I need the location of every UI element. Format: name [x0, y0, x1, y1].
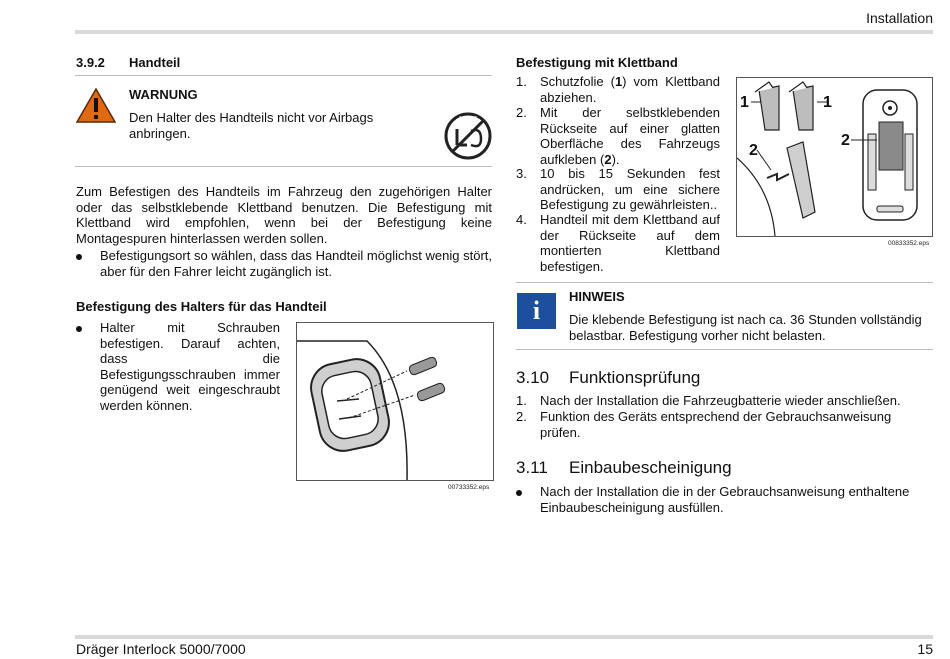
header-section: Installation	[866, 10, 933, 26]
step-text	[540, 105, 720, 167]
halter-figure	[296, 322, 494, 481]
step-text-part: Mit der selbstklebenden Rückseite auf einer glatten Oberfläche des Fahrzeugs aufkleben (	[540, 105, 720, 167]
step-number: 2.	[516, 409, 527, 424]
bullet-marker	[516, 490, 522, 496]
step-number: 3.	[516, 166, 527, 181]
step-text: Funktion des Geräts entsprechend der Gebrauchsanweisung prüfen.	[540, 409, 892, 440]
section-title-392: Handteil	[129, 55, 181, 70]
bullet-text: Befestigungsort so wählen, dass das Handteil möglichst wenig stört, aber für den Fahrer leicht zugänglich ist.	[100, 248, 492, 279]
klett-figure-caption: 00833352.eps	[888, 240, 930, 247]
footer-rule	[75, 635, 933, 639]
step-text: Handteil mit dem Klettband auf der Rückseite auf dem montierten Klettband befestigen.	[540, 212, 720, 274]
list-item	[516, 105, 720, 167]
callout-label-1a: 1	[740, 94, 749, 111]
step-text	[540, 74, 720, 105]
halter-bullet-text: Halter mit Schrauben befestigen. Darauf achten, dass die Befestigungsschrauben immer genügend weit eingeschraubt werden können.	[100, 320, 280, 413]
warning-divider	[75, 166, 492, 167]
callout-label-2b: 2	[841, 132, 850, 149]
halter-heading: Befestigung des Halters für das Handteil	[76, 299, 327, 314]
warning-title: WARNUNG	[129, 87, 198, 102]
bullet-text: Nach der Installation die in der Gebrauchsanweisung enthaltene Einbaubescheinigung ausfüllen.	[540, 484, 910, 515]
step-number: 4.	[516, 212, 527, 227]
list-item	[516, 212, 720, 274]
step-text-part: ) vom Klettband abziehen.	[540, 74, 720, 105]
section-number-311: 3.11	[516, 458, 548, 477]
list-item	[516, 74, 720, 105]
bullet-marker	[76, 254, 82, 260]
step-ref: 1	[614, 74, 623, 89]
warning-triangle-icon	[75, 87, 117, 124]
halter-figure-caption: 00733352.eps	[448, 484, 490, 491]
step-text: 10 bis 15 Sekunden fest andrücken, um eine sichere Befestigung zu gewährleisten..	[540, 166, 720, 212]
step-ref: 2	[604, 151, 612, 167]
header-rule	[75, 30, 933, 34]
step-text-part: ).	[611, 151, 620, 167]
klett-heading: Befestigung mit Klettband	[516, 55, 678, 70]
info-icon-glyph: i	[532, 296, 541, 325]
list-item	[516, 166, 720, 213]
section-title-311: Einbaubescheinigung	[569, 458, 732, 477]
step-number: 1.	[516, 74, 527, 89]
callout-label-2a: 2	[749, 142, 758, 159]
klett-figure	[736, 77, 933, 237]
section-number-310: 3.10	[516, 368, 550, 387]
list-item	[516, 393, 933, 409]
section-number-392: 3.9.2	[76, 55, 105, 70]
airbag-label: AIRBAG	[458, 116, 478, 122]
hinweis-top-divider	[516, 282, 933, 283]
bullet-marker	[76, 326, 82, 332]
halter-illustration	[297, 323, 493, 480]
intro-paragraph: Zum Befestigen des Handteils im Fahrzeug den zugehörigen Halter oder das selbstklebende Klettband benutzen. Die Befestigung mit Klettband wird empfohlen, wenn bei der Befestigung keine Montagespuren hinterlassen werden sollen.	[76, 184, 492, 246]
info-icon	[517, 293, 556, 329]
hinweis-bottom-divider	[516, 349, 933, 350]
footer-page-number: 15	[917, 641, 933, 657]
hinweis-text: Die klebende Befestigung ist nach ca. 36 Stunden vollständig belastbar. Befestigung vorher nicht belasten.	[569, 312, 922, 343]
list-item	[76, 320, 280, 413]
warning-text: Den Halter des Handteils nicht vor Airbags anbringen.	[129, 110, 374, 141]
step-text: Nach der Installation die Fahrzeugbatterie wieder anschließen.	[540, 393, 901, 408]
hinweis-title: HINWEIS	[569, 289, 625, 304]
step-number: 2.	[516, 105, 527, 120]
list-item	[76, 248, 492, 279]
section-title-310: Funktionsprüfung	[569, 368, 701, 387]
step-number: 1.	[516, 393, 527, 408]
section-divider	[75, 75, 492, 76]
no-airbag-icon	[443, 111, 493, 161]
list-item	[516, 484, 933, 515]
step-text-part: Schutzfolie (	[540, 74, 615, 89]
footer-product: Dräger Interlock 5000/7000	[76, 641, 246, 657]
klett-illustration	[737, 78, 932, 236]
list-item	[516, 409, 933, 440]
callout-label-1b: 1	[823, 94, 832, 111]
